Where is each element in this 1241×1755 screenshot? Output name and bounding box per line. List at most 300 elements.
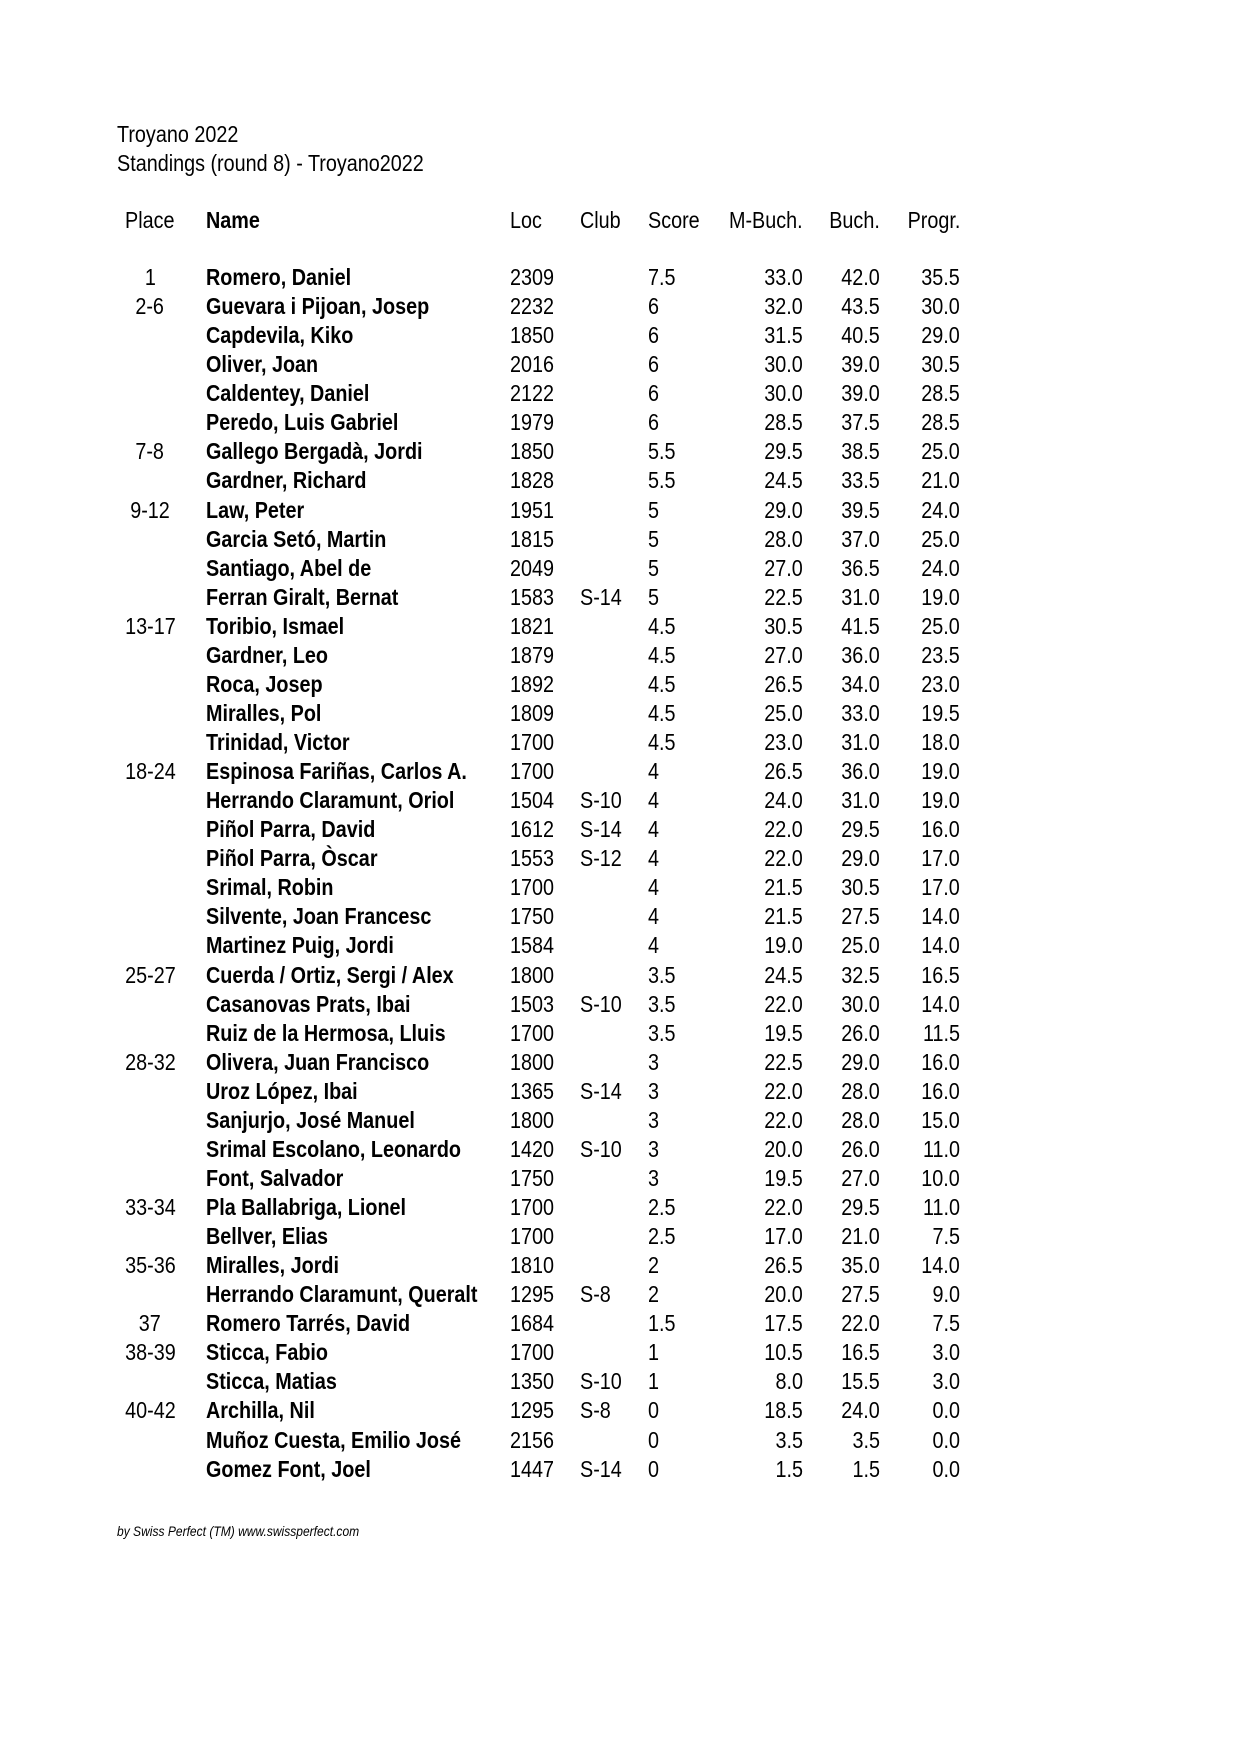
table-row <box>0 466 1241 495</box>
row-score: 5.5 <box>648 438 676 465</box>
row-buch: 27.5 <box>841 1281 880 1308</box>
row-buch: 37.5 <box>841 409 880 436</box>
row-m-buch: 26.5 <box>764 758 803 785</box>
table-row <box>0 931 1241 960</box>
row-buch: 32.5 <box>841 961 880 988</box>
row-m-buch: 19.5 <box>764 1019 803 1046</box>
table-row <box>0 1309 1241 1338</box>
row-buch: 41.5 <box>841 612 880 639</box>
row-buch: 25.0 <box>841 932 880 959</box>
row-name: Oliver, Joan <box>206 351 319 378</box>
table-row <box>0 1396 1241 1425</box>
row-place: 7-8 <box>135 438 165 465</box>
table-row <box>0 321 1241 350</box>
row-name: Ruiz de la Hermosa, Lluis <box>206 1019 446 1046</box>
row-progr: 14.0 <box>921 932 960 959</box>
row-buch: 36.0 <box>841 758 880 785</box>
row-name: Piñol Parra, David <box>206 816 376 843</box>
row-loc: 1700 <box>510 1223 555 1250</box>
row-score: 5 <box>648 554 660 581</box>
row-place <box>110 699 190 728</box>
table-row <box>0 1367 1241 1396</box>
header-loc: Loc <box>510 207 542 233</box>
row-buch: 37.0 <box>841 525 880 552</box>
row-name: Espinosa Fariñas, Carlos A. <box>206 758 467 785</box>
row-progr: 24.0 <box>921 496 960 523</box>
row-score: 5.5 <box>648 467 676 494</box>
row-loc: 1892 <box>510 670 555 697</box>
row-place <box>110 1077 190 1106</box>
row-m-buch: 3.5 <box>775 1426 803 1453</box>
table-row <box>0 379 1241 408</box>
row-score: 1.5 <box>648 1310 676 1337</box>
row-score: 2.5 <box>648 1223 676 1250</box>
row-m-buch: 19.0 <box>764 932 803 959</box>
row-club: S-14 <box>580 583 622 610</box>
row-place <box>110 1367 190 1396</box>
table-row <box>0 990 1241 1019</box>
row-buch: 36.0 <box>841 641 880 668</box>
row-buch: 1.5 <box>852 1455 880 1482</box>
row-place <box>110 379 190 408</box>
row-progr: 21.0 <box>921 467 960 494</box>
row-m-buch: 22.0 <box>764 1106 803 1133</box>
table-row <box>0 1280 1241 1309</box>
row-m-buch: 24.5 <box>764 961 803 988</box>
row-loc: 1951 <box>510 496 555 523</box>
row-name: Guevara i Pijoan, Josep <box>206 293 430 320</box>
row-score: 3 <box>648 1135 660 1162</box>
table-row <box>0 437 1241 466</box>
row-progr: 19.0 <box>921 787 960 814</box>
row-loc: 1583 <box>510 583 555 610</box>
row-loc: 1420 <box>510 1135 555 1162</box>
row-club: S-12 <box>580 845 622 872</box>
row-progr: 11.5 <box>922 1019 960 1046</box>
row-progr: 0.0 <box>932 1397 960 1424</box>
row-place: 2-6 <box>135 293 165 320</box>
row-name: Toribio, Ismael <box>206 612 345 639</box>
row-name: Uroz López, Ibai <box>206 1077 358 1104</box>
row-loc: 1850 <box>510 322 555 349</box>
row-m-buch: 17.5 <box>764 1310 803 1337</box>
row-m-buch: 31.5 <box>764 322 803 349</box>
row-buch: 29.0 <box>841 1048 880 1075</box>
row-place <box>110 902 190 931</box>
row-score: 0 <box>648 1455 660 1482</box>
row-m-buch: 30.5 <box>764 612 803 639</box>
row-loc: 2232 <box>510 293 555 320</box>
row-m-buch: 25.0 <box>764 699 803 726</box>
row-place <box>110 641 190 670</box>
row-score: 0 <box>648 1426 660 1453</box>
row-name: Bellver, Elias <box>206 1223 329 1250</box>
table-row <box>0 408 1241 437</box>
table-row <box>0 873 1241 902</box>
row-place <box>110 873 190 902</box>
row-name: Olivera, Juan Francisco <box>206 1048 430 1075</box>
row-name: Piñol Parra, Òscar <box>206 845 378 872</box>
row-name: Martinez Puig, Jordi <box>206 932 394 959</box>
row-place: 13-17 <box>124 612 176 639</box>
row-score: 1 <box>648 1368 660 1395</box>
row-place: 28-32 <box>124 1048 176 1075</box>
row-buch: 39.0 <box>841 351 880 378</box>
row-score: 3 <box>648 1106 660 1133</box>
row-loc: 1879 <box>510 641 555 668</box>
table-row <box>0 902 1241 931</box>
table-row <box>0 496 1241 525</box>
row-place <box>110 525 190 554</box>
row-loc: 1295 <box>510 1281 555 1308</box>
row-progr: 28.5 <box>921 380 960 407</box>
row-progr: 16.0 <box>921 816 960 843</box>
row-score: 4 <box>648 874 660 901</box>
row-m-buch: 8.0 <box>775 1368 803 1395</box>
row-progr: 19.5 <box>921 699 960 726</box>
row-place <box>110 554 190 583</box>
row-buch: 26.0 <box>841 1019 880 1046</box>
row-score: 3 <box>648 1077 660 1104</box>
row-score: 1 <box>648 1339 660 1366</box>
row-club: S-14 <box>580 816 622 843</box>
row-progr: 0.0 <box>932 1426 960 1453</box>
table-row <box>0 1077 1241 1106</box>
row-progr: 18.0 <box>921 729 960 755</box>
row-buch: 29.5 <box>841 1194 880 1220</box>
row-m-buch: 22.0 <box>764 845 803 872</box>
row-place: 37 <box>138 1310 162 1337</box>
row-name: Muñoz Cuesta, Emilio José <box>206 1426 461 1453</box>
row-progr: 29.0 <box>921 322 960 349</box>
row-score: 6 <box>648 409 660 436</box>
row-m-buch: 24.0 <box>764 787 803 814</box>
table-row <box>0 786 1241 815</box>
row-loc: 2309 <box>510 264 555 290</box>
row-buch: 31.0 <box>841 583 880 610</box>
row-loc: 1828 <box>510 467 555 494</box>
row-buch: 33.0 <box>841 699 880 726</box>
row-m-buch: 1.5 <box>775 1455 803 1482</box>
row-m-buch: 30.0 <box>764 351 803 378</box>
row-progr: 15.0 <box>921 1106 960 1133</box>
row-name: Font, Salvador <box>206 1164 344 1191</box>
row-buch: 29.5 <box>841 816 880 843</box>
row-club: S-10 <box>580 990 622 1017</box>
table-row <box>0 815 1241 844</box>
row-name: Gardner, Richard <box>206 467 367 494</box>
row-loc: 1750 <box>510 903 555 930</box>
row-loc: 1979 <box>510 409 555 436</box>
row-buch: 36.5 <box>841 554 880 581</box>
row-score: 3 <box>648 1164 660 1191</box>
row-progr: 17.0 <box>921 874 960 901</box>
header-place: Place <box>125 207 175 233</box>
row-loc: 1815 <box>510 525 555 552</box>
header-progr: Progr. <box>907 207 960 233</box>
row-progr: 0.0 <box>932 1455 960 1482</box>
row-m-buch: 10.5 <box>764 1339 803 1366</box>
row-score: 5 <box>648 583 660 610</box>
row-club: S-14 <box>580 1077 622 1104</box>
table-row <box>0 1048 1241 1077</box>
table-row <box>0 1164 1241 1193</box>
row-buch: 24.0 <box>841 1397 880 1424</box>
row-loc: 1684 <box>510 1310 555 1337</box>
row-place <box>110 1164 190 1193</box>
row-score: 4.5 <box>648 699 676 726</box>
table-row <box>0 699 1241 728</box>
row-name: Trinidad, Victor <box>206 729 350 755</box>
row-name: Garcia Setó, Martin <box>206 525 387 552</box>
row-buch: 39.0 <box>841 380 880 407</box>
table-row <box>0 757 1241 786</box>
row-buch: 22.0 <box>841 1310 880 1337</box>
row-name: Gallego Bergadà, Jordi <box>206 438 423 465</box>
row-place <box>110 321 190 350</box>
row-score: 6 <box>648 293 660 320</box>
row-m-buch: 23.0 <box>764 729 803 755</box>
row-loc: 1800 <box>510 1048 555 1075</box>
row-loc: 1584 <box>510 932 555 959</box>
row-place <box>110 350 190 379</box>
row-loc: 1700 <box>510 1339 555 1366</box>
row-loc: 1350 <box>510 1368 555 1395</box>
table-row <box>0 641 1241 670</box>
row-score: 3.5 <box>648 990 676 1017</box>
document-title: Troyano 2022 <box>117 121 239 147</box>
row-progr: 17.0 <box>921 845 960 872</box>
row-buch: 33.5 <box>841 467 880 494</box>
row-loc: 1447 <box>510 1455 555 1482</box>
row-buch: 27.0 <box>841 1164 880 1191</box>
row-progr: 19.0 <box>921 758 960 785</box>
row-buch: 34.0 <box>841 670 880 697</box>
row-name: Peredo, Luis Gabriel <box>206 409 399 436</box>
row-name: Ferran Giralt, Bernat <box>206 583 399 610</box>
row-progr: 16.0 <box>921 1048 960 1075</box>
row-progr: 19.0 <box>921 583 960 610</box>
table-row <box>0 1135 1241 1164</box>
row-place <box>110 931 190 960</box>
row-place <box>110 1222 190 1251</box>
row-buch: 26.0 <box>841 1135 880 1162</box>
header-club: Club <box>580 207 621 233</box>
row-place <box>110 1426 190 1455</box>
row-m-buch: 20.0 <box>764 1281 803 1308</box>
table-row <box>0 1455 1241 1484</box>
table-row <box>0 292 1241 321</box>
row-m-buch: 26.5 <box>764 1252 803 1279</box>
header-buch: Buch. <box>829 207 880 233</box>
row-m-buch: 28.5 <box>764 409 803 436</box>
row-buch: 35.0 <box>841 1252 880 1279</box>
row-score: 6 <box>648 380 660 407</box>
table-row <box>0 263 1241 292</box>
row-name: Silvente, Joan Francesc <box>206 903 432 930</box>
row-name: Romero, Daniel <box>206 264 352 290</box>
row-progr: 35.5 <box>921 264 960 290</box>
row-loc: 1700 <box>510 1194 555 1220</box>
row-progr: 14.0 <box>921 903 960 930</box>
row-progr: 30.0 <box>921 293 960 320</box>
table-row <box>0 1222 1241 1251</box>
header-score: Score <box>648 207 700 233</box>
row-loc: 1700 <box>510 758 555 785</box>
row-score: 3.5 <box>648 1019 676 1046</box>
row-place <box>110 1106 190 1135</box>
row-score: 4.5 <box>648 612 676 639</box>
row-buch: 15.5 <box>841 1368 880 1395</box>
row-place <box>110 583 190 612</box>
row-buch: 28.0 <box>841 1077 880 1104</box>
row-m-buch: 22.0 <box>764 816 803 843</box>
row-buch: 16.5 <box>841 1339 880 1366</box>
row-loc: 1612 <box>510 816 555 843</box>
table-row <box>0 583 1241 612</box>
row-buch: 3.5 <box>852 1426 880 1453</box>
table-row <box>0 525 1241 554</box>
row-buch: 21.0 <box>841 1223 880 1250</box>
row-name: Archilla, Nil <box>206 1397 315 1424</box>
row-m-buch: 21.5 <box>764 874 803 901</box>
row-name: Miralles, Pol <box>206 699 322 726</box>
row-buch: 38.5 <box>841 438 880 465</box>
row-name: Cuerda / Ortiz, Sergi / Alex <box>206 961 454 988</box>
row-m-buch: 19.5 <box>764 1164 803 1191</box>
row-buch: 28.0 <box>841 1106 880 1133</box>
row-loc: 1700 <box>510 1019 555 1046</box>
row-m-buch: 18.5 <box>764 1397 803 1424</box>
table-row <box>0 1338 1241 1367</box>
row-buch: 43.5 <box>841 293 880 320</box>
row-m-buch: 30.0 <box>764 380 803 407</box>
row-score: 7.5 <box>648 264 676 290</box>
row-loc: 1750 <box>510 1164 555 1191</box>
row-progr: 23.5 <box>921 641 960 668</box>
row-name: Sticca, Matias <box>206 1368 337 1395</box>
row-score: 4.5 <box>648 641 676 668</box>
standings-table-body <box>0 263 1241 1484</box>
table-row <box>0 961 1241 990</box>
row-loc: 1809 <box>510 699 555 726</box>
row-place <box>110 815 190 844</box>
row-progr: 3.0 <box>932 1368 960 1395</box>
row-progr: 9.0 <box>932 1281 960 1308</box>
row-club: S-10 <box>580 1135 622 1162</box>
footer-credit: by Swiss Perfect (TM) www.swissperfect.com <box>117 1523 360 1539</box>
document-subtitle: Standings (round 8) - Troyano2022 <box>117 150 424 176</box>
row-progr: 7.5 <box>932 1310 960 1337</box>
row-score: 6 <box>648 351 660 378</box>
row-place <box>110 990 190 1019</box>
row-place <box>110 1280 190 1309</box>
row-m-buch: 29.5 <box>764 438 803 465</box>
table-row <box>0 1251 1241 1280</box>
row-score: 4 <box>648 903 660 930</box>
row-loc: 1810 <box>510 1252 555 1279</box>
row-m-buch: 33.0 <box>764 264 803 290</box>
row-name: Romero Tarrés, David <box>206 1310 411 1337</box>
row-progr: 25.0 <box>921 438 960 465</box>
table-row <box>0 1193 1241 1222</box>
row-place <box>110 728 190 757</box>
row-loc: 2016 <box>510 351 555 378</box>
row-progr: 25.0 <box>921 612 960 639</box>
table-row <box>0 350 1241 379</box>
table-row <box>0 844 1241 873</box>
row-m-buch: 32.0 <box>764 293 803 320</box>
row-place <box>110 1019 190 1048</box>
header-m-buch: M-Buch. <box>729 207 803 233</box>
row-place <box>110 786 190 815</box>
row-score: 6 <box>648 322 660 349</box>
row-score: 3 <box>648 1048 660 1075</box>
row-buch: 30.0 <box>841 990 880 1017</box>
row-buch: 31.0 <box>841 729 880 755</box>
row-loc: 1800 <box>510 1106 555 1133</box>
row-loc: 1365 <box>510 1077 555 1104</box>
row-m-buch: 24.5 <box>764 467 803 494</box>
row-place <box>110 1135 190 1164</box>
row-progr: 23.0 <box>921 670 960 697</box>
row-m-buch: 27.0 <box>764 554 803 581</box>
row-club: S-10 <box>580 1368 622 1395</box>
row-loc: 1700 <box>510 729 555 755</box>
row-name: Santiago, Abel de <box>206 554 372 581</box>
row-name: Sanjurjo, José Manuel <box>206 1106 415 1133</box>
row-loc: 1850 <box>510 438 555 465</box>
row-progr: 25.0 <box>921 525 960 552</box>
table-row <box>0 728 1241 757</box>
row-buch: 30.5 <box>841 874 880 901</box>
row-buch: 31.0 <box>841 787 880 814</box>
row-name: Sticca, Fabio <box>206 1339 329 1366</box>
row-score: 4 <box>648 845 660 872</box>
row-loc: 2049 <box>510 554 555 581</box>
row-name: Herrando Claramunt, Oriol <box>206 787 455 814</box>
row-m-buch: 26.5 <box>764 670 803 697</box>
header-name: Name <box>206 207 260 233</box>
row-loc: 1800 <box>510 961 555 988</box>
row-club: S-8 <box>580 1397 611 1424</box>
row-progr: 24.0 <box>921 554 960 581</box>
row-score: 4 <box>648 787 660 814</box>
row-progr: 16.0 <box>921 1077 960 1104</box>
row-progr: 10.0 <box>921 1164 960 1191</box>
row-name: Law, Peter <box>206 496 305 523</box>
row-place: 25-27 <box>124 961 176 988</box>
row-place: 38-39 <box>124 1339 176 1366</box>
standings-table-header <box>0 205 1241 235</box>
table-row <box>0 554 1241 583</box>
row-name: Gardner, Leo <box>206 641 329 668</box>
row-m-buch: 22.5 <box>764 583 803 610</box>
row-club: S-8 <box>580 1281 611 1308</box>
row-m-buch: 22.0 <box>764 1194 803 1220</box>
row-loc: 2122 <box>510 380 555 407</box>
row-place <box>110 1455 190 1484</box>
row-progr: 11.0 <box>922 1135 960 1162</box>
row-name: Gomez Font, Joel <box>206 1455 371 1482</box>
row-score: 2 <box>648 1252 660 1279</box>
row-place: 9-12 <box>130 496 170 523</box>
row-name: Pla Ballabriga, Lionel <box>206 1194 407 1220</box>
row-score: 4 <box>648 816 660 843</box>
row-buch: 39.5 <box>841 496 880 523</box>
row-score: 5 <box>648 496 660 523</box>
row-name: Herrando Claramunt, Queralt <box>206 1281 478 1308</box>
